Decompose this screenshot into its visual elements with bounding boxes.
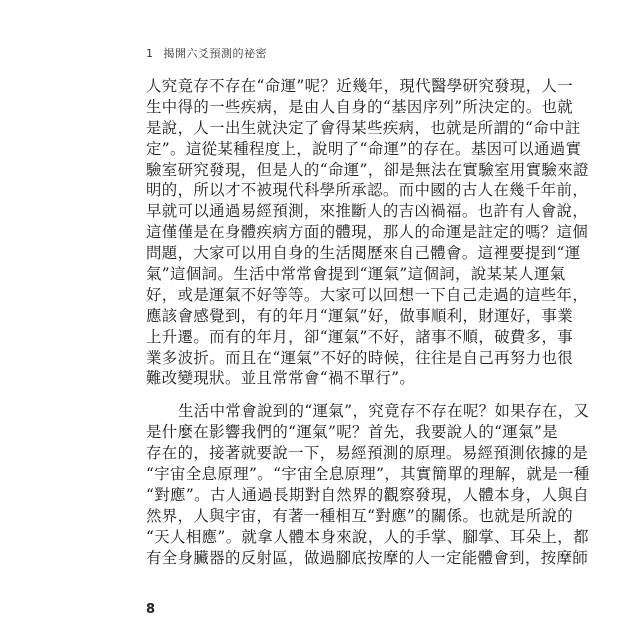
text-line: “天人相應”。就拿人體本身來說，人的手掌、腳掌、耳朵上，都 — [146, 527, 589, 546]
text-line: 業多波折。而且在“運氣”不好的時候，往往是自己再努力也很 — [146, 348, 574, 367]
text-line: 問題，大家可以用自身的生活閱歷來自己體會。這裡要提到“運 — [146, 244, 581, 263]
text-line: 生活中常會說到的“運氣”，究竟存不存在呢？如果存在，又 — [178, 402, 590, 421]
paragraph-spacer — [146, 389, 498, 401]
text-line: 存在的，接著就要說一下，易經預測的原理。易經預測依據的是 — [146, 444, 589, 463]
text-line: 好，或是運氣不好等等。大家可以回想一下自己走過的這些年， — [146, 285, 589, 304]
text-line: 上升遷。而有的年月，卻“運氣”不好，諸事不順，破費多，事 — [146, 327, 574, 346]
text-line: 生中得的一些疾病，是由人自身的“基因序列”所決定的。也就 — [146, 97, 574, 116]
text-line: “宇宙全息原理”。“宇宙全息原理”，其實簡單的理解，就是一種 — [146, 465, 590, 484]
page-number: 8 — [146, 602, 156, 617]
text-line: 氣”這個詞。生活中常常會提到“運氣”這個詞，說某某人運氣 — [146, 265, 566, 284]
text-line: 難改變現狀。並且常常會“禍不單行”。 — [146, 369, 416, 388]
text-line: 人究竟存不存在“命運”呢？近幾年，現代醫學研究發現，人一 — [146, 77, 574, 95]
text-line: 明的，所以才不被現代科學所承認。而中國的古人在幾千年前， — [146, 181, 589, 200]
paragraph-1 — [146, 76, 589, 389]
text-line: 這僅僅是在身體疾病方面的體現，那人的命運是註定的嗎？這個 — [146, 223, 589, 242]
chapter-number: 1 — [146, 47, 154, 60]
paragraph-2 — [146, 401, 590, 568]
text-line: 驗室研究發現，但是人的“命運”，卻是無法在實驗室用實驗來證 — [146, 160, 589, 179]
text-line: “對應”。古人通過長期對自然界的觀察發現，人體本身，人與自 — [146, 485, 589, 504]
text-line: 有全身臟器的反射區，做過腳底按摩的人一定能體會到，按摩師 — [146, 548, 589, 567]
text-line: 定”。這從某種程度上，說明了“命運”的存在。基因可以通過實 — [146, 139, 582, 158]
text-line: 是什麼在影響我們的“運氣”呢？首先，我要說人的“運氣”是 — [146, 423, 559, 442]
chapter-title: 揭開六爻預測的祕密 — [163, 47, 267, 60]
text-line: 是說，人一出生就決定了會得某些疾病，也就是所謂的“命中註 — [146, 118, 581, 137]
running-header — [146, 45, 267, 61]
text-line: 早就可以通過易經預測，來推斷人的吉凶禍福。也許有人會說， — [146, 202, 589, 221]
text-line: 應該會感覺到，有的年月“運氣”好，做事順利，財運好，事業 — [146, 306, 574, 325]
body-text — [146, 76, 590, 568]
text-line: 然界，人與宇宙，有著一種相互“對應”的關係。也就是所說的 — [146, 506, 574, 525]
